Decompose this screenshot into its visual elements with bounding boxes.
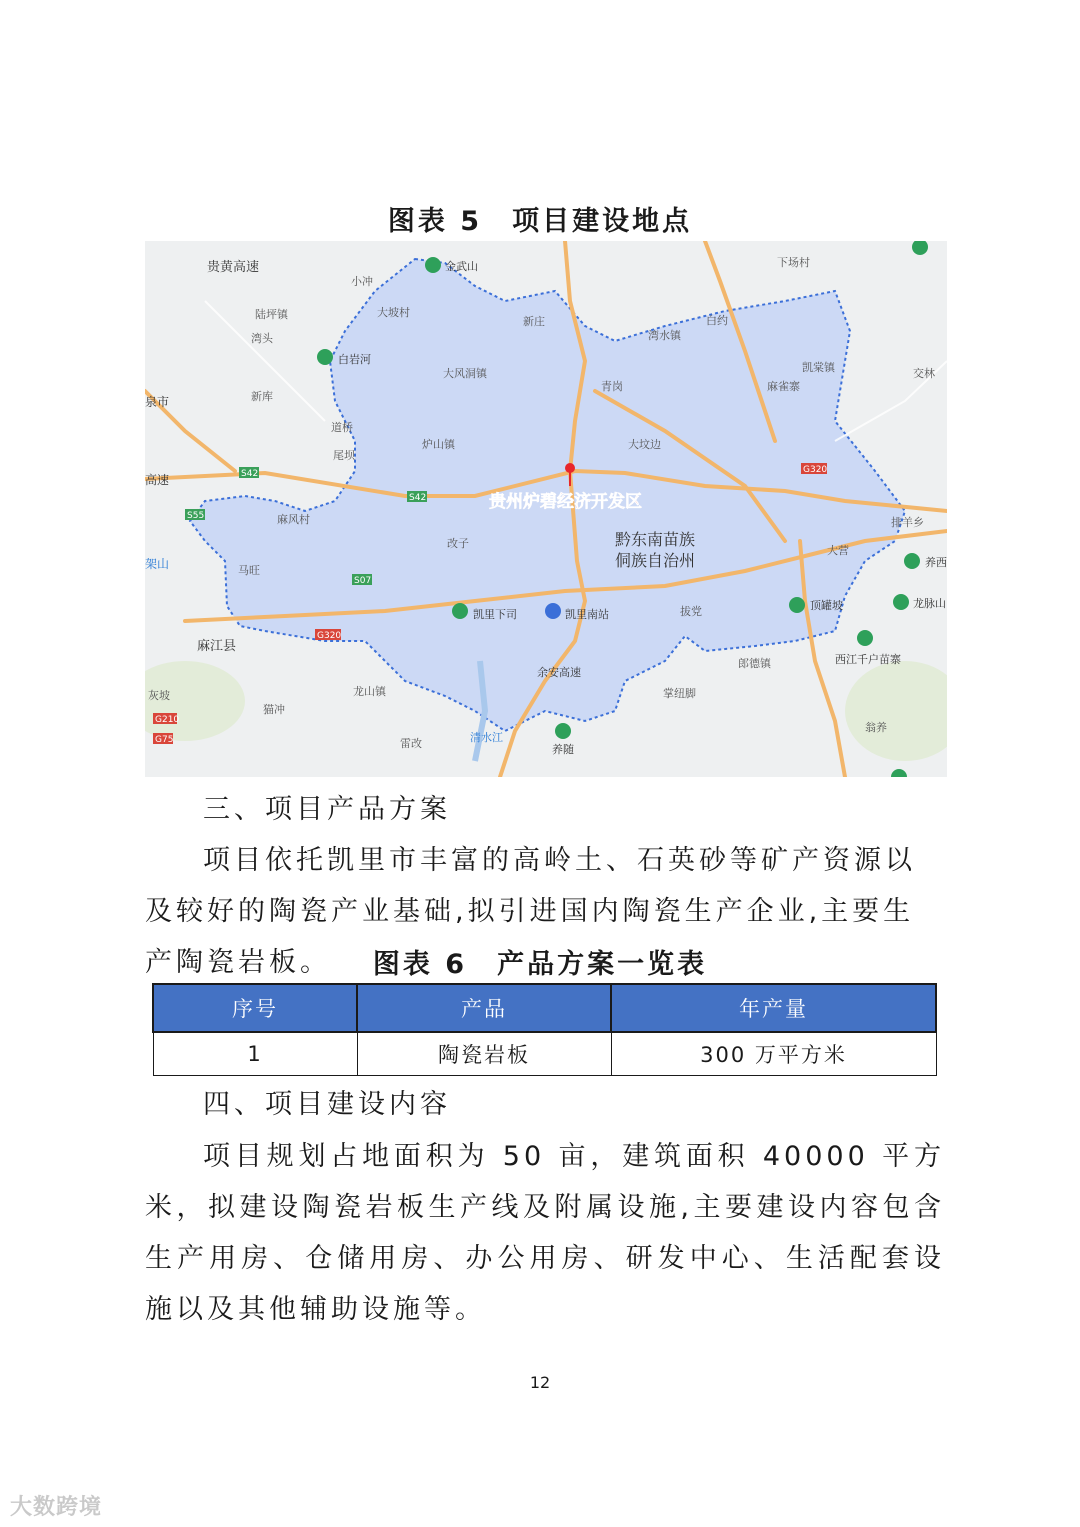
map-place-label: 改子 [447,537,469,550]
road-shield: G320 [317,631,342,641]
road-shield: G75 [155,735,174,745]
svg-text:西江千户苗寨 [835,652,901,666]
svg-text:余安高速 [537,665,581,679]
svg-text:郎德镇 [738,656,772,670]
svg-text:猫冲 [263,702,285,716]
svg-text:金武山 [445,259,478,273]
map-place-label: 麻江县 [197,639,237,654]
svg-text:青岗 [601,379,623,393]
road-shield: S55 [187,511,205,521]
map-place-label: 养随 [552,743,574,756]
svg-text:下场村 [777,255,810,269]
svg-text:掌纽脚 [663,686,696,700]
svg-text:新庄 [523,314,545,328]
road-shield: G210 [155,715,180,725]
map-place-label: 下场村 [777,256,810,269]
section-3-heading: 三、项目产品方案 [203,794,451,825]
svg-text:大坡村 [377,305,410,319]
map-place-label: 湾头 [251,332,273,345]
svg-text:湾头 [251,331,274,345]
cell-index: 1 [153,1032,357,1076]
map-place-label: 大坡村 [377,306,410,319]
map-place-label: 青岗 [601,380,623,393]
map-place-label: 交林 [913,367,935,380]
map-place-label: 大营 [827,544,849,557]
col-header-product: 产品 [357,984,611,1032]
svg-text:大营 [827,543,849,557]
svg-text:泉市 [145,395,169,409]
map-place-label: 大风洞镇 [443,367,487,380]
svg-text:新库 [251,389,273,403]
road-shield: S42 [409,493,427,503]
svg-text:凯棠镇 [802,360,836,374]
project-location-label: 贵州炉碧经济开发区 [489,492,642,512]
svg-text:架山 [145,556,169,571]
svg-text:大坟边 [628,437,661,451]
project-location-pin [565,463,575,473]
map-place-label: 白岩河 [338,353,371,366]
svg-text:拔党 [680,604,702,618]
map-place-label: 高速 [145,473,170,487]
map-place-label: 猫冲 [263,703,285,716]
map-place-label: 大坟边 [628,438,661,451]
figure-5-caption: 图表 5 项目建设地点 [387,206,693,237]
map-place-label: 陆坪镇 [255,308,288,321]
map-place-label: 清水江 [470,731,503,744]
col-header-index: 序号 [153,984,357,1032]
map-place-label: 雷改 [400,737,422,750]
svg-text:白约 [706,313,728,327]
map-place-label: 湾水镇 [648,329,681,342]
map-place-label: 养西 [925,556,947,569]
map-place-label: 凯棠镇 [802,361,835,374]
map-place-label: 灰坡 [148,689,170,702]
map-place-label: 新庄 [523,315,545,328]
map-place-label: 麻风村 [277,513,310,526]
map-place-label: 道桥 [331,421,353,434]
map-place-label: 马旺 [238,564,260,577]
col-header-annual-output: 年产量 [611,984,936,1032]
svg-text:湾水镇 [648,328,682,342]
map-place-label: 炉山镇 [422,438,455,451]
road-shield: S07 [354,576,372,586]
svg-text:麻风村 [277,512,310,526]
section-4-paragraph: 项目规划占地面积为 50 亩，建筑面积 40000 平方米，拟建设陶瓷岩板生产线及附属设施,主要建设内容包含生产用房、仓储用房、办公用房、研发中心、生活配套设施以及其他辅助设施等。 [145,1141,945,1325]
cell-product: 陶瓷岩板 [357,1032,611,1076]
svg-text:道桥 [331,420,353,434]
svg-text:养西 [925,555,947,569]
table-row [153,1032,936,1076]
svg-text:陆坪镇 [255,307,289,321]
section-3-paragraph: 项目依托凯里市丰富的高岭土、石英砂等矿产资源以及较好的陶瓷产业基础,拟引进国内陶瓷生产企业,主要生产陶瓷岩板。 [145,845,916,978]
svg-text:小冲 [351,274,373,288]
map-place-label: 龙脉山 [913,597,946,610]
svg-text:麻雀寨 [767,379,800,393]
svg-text:交林 [913,366,935,380]
svg-text:尾坝 [333,448,356,462]
road-shield: S42 [241,469,259,479]
svg-text:白岩河 [338,352,371,366]
map-place-label: 拔党 [680,605,702,618]
map-place-label: 金武山 [445,260,478,273]
svg-text:大风洞镇 [443,366,488,380]
svg-text:麻江县 [197,639,236,654]
svg-text:贵黄高速 [207,259,259,275]
map-place-label: 余安高速 [537,666,581,679]
svg-text:排羊乡 [891,515,924,529]
svg-text:马旺 [238,564,260,577]
map-place-label: 顶罐坡 [810,599,843,612]
map-place-label: 麻雀寨 [767,380,800,393]
svg-text:灰坡 [148,688,170,702]
map-place-label: 郎德镇 [738,657,771,670]
map-place-label: 新库 [251,390,273,403]
svg-text:龙山镇 [353,684,387,698]
svg-text:龙脉山 [913,596,946,610]
svg-text:凯里南站 [565,607,609,621]
map-place-label: 凯里南站 [565,608,609,621]
svg-text:雷改 [400,736,422,750]
map-place-label: 架山 [145,557,170,571]
svg-text:翁养 [865,720,887,734]
map-place-label: 凯里下司 [473,608,517,621]
map-place-label: 掌纽脚 [663,687,696,700]
map-place-label: 小冲 [351,275,373,288]
watermark: 大数跨境 [10,1495,103,1520]
map-place-label: 排羊乡 [891,516,924,529]
svg-text:顶罐坡 [810,598,843,612]
map-place-label: 龙山镇 [353,685,386,698]
svg-text:养随 [552,742,574,756]
svg-text:清水江 [470,730,503,744]
prefecture-label-line1: 黔东南苗族 [615,530,696,549]
project-location-map [145,241,947,777]
map-place-label: 翁养 [865,721,887,734]
map-place-label: 贵黄高速 [207,260,260,275]
svg-text:凯里下司 [473,607,517,621]
map-place-label: 泉市 [145,395,170,409]
cell-annual-output: 300 万平方米 [611,1032,936,1076]
map-place-label: 尾坝 [333,449,355,462]
svg-text:改子 [447,536,469,550]
map-place-label: 西江千户苗寨 [835,653,901,666]
map-place-label: 白约 [706,314,728,327]
svg-text:高速 [145,472,169,487]
page-number: 12 [529,1373,551,1392]
road-shield: G320 [803,465,828,475]
prefecture-label-line2: 侗族自治州 [615,551,696,570]
svg-text:炉山镇 [422,437,456,451]
product-table [152,983,937,1076]
section-4-heading: 四、项目建设内容 [203,1089,451,1120]
figure-6-caption: 图表 6 产品方案一览表 [372,949,708,980]
